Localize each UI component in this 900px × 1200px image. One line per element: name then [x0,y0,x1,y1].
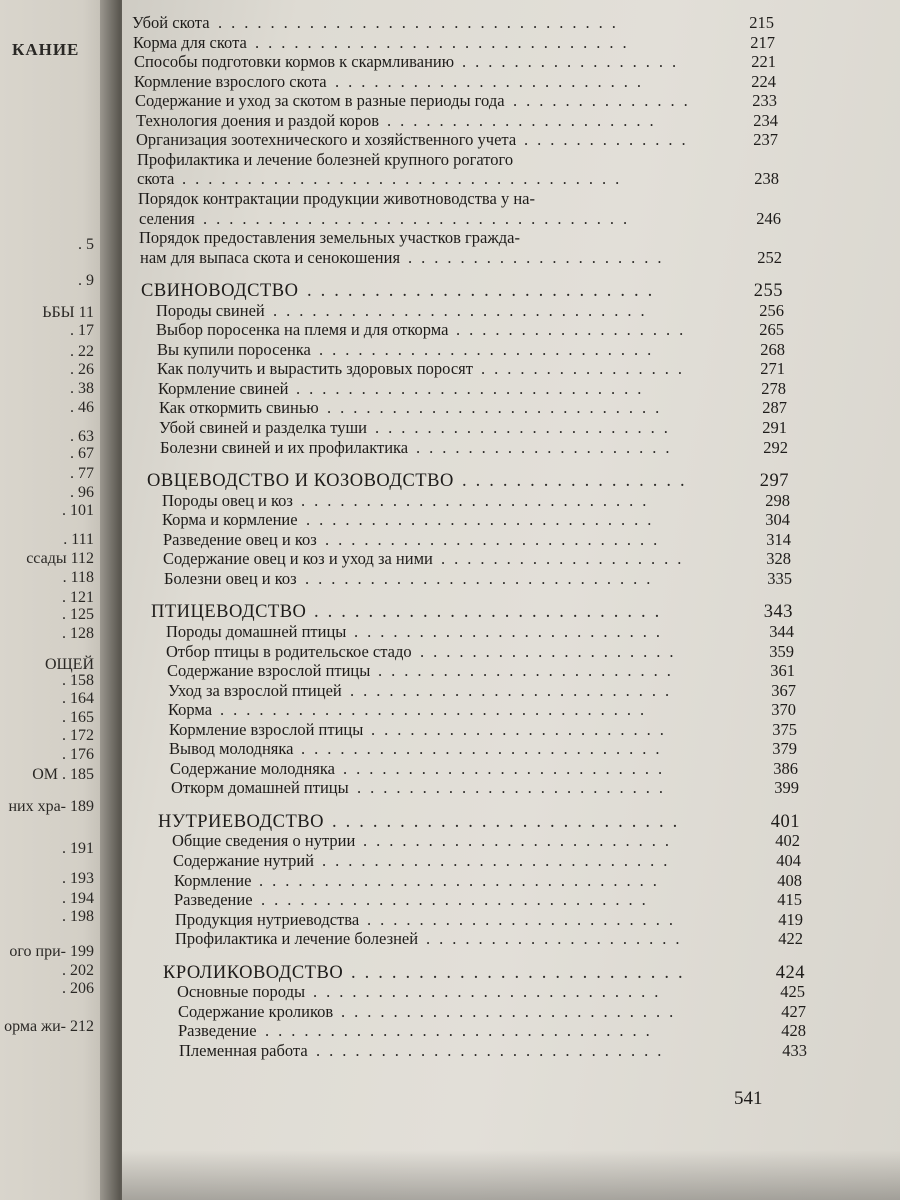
toc-section [122,472,900,492]
left-page-line: ОМ . 185 [32,766,94,783]
left-page-line: . 118 [62,569,94,586]
entry-page-number: 328 [766,549,791,569]
entry-title: Разведение [174,890,253,910]
entry-title: Порядок предоставления земельных участков гражда- [139,228,520,248]
toc-entry [122,492,900,512]
leader-dots: ............................. [255,32,636,52]
leader-dots: .......................... [341,1001,683,1021]
left-page-line: . 67 [70,445,94,462]
entry-title: Профилактика и лечение болезней [175,929,419,949]
toc-entry [122,170,900,190]
left-page-line: . 46 [70,399,94,416]
entry-title: Основные породы [177,982,306,1002]
entry-page-number: 237 [753,130,778,150]
left-page-line: . 77 [70,465,94,482]
toc-entry [122,930,900,950]
entry-title: Вывод молодняка [169,739,294,759]
leader-dots: ........................... [322,851,677,870]
entry-page-number: 215 [749,13,774,32]
leader-dots: ..................... [387,110,663,130]
entry-title: Содержание взрослой птицы [167,661,371,681]
entry-page-number: 427 [781,1001,806,1021]
entry-title: Вы купили поросенка [157,339,311,359]
left-page-line: . 206 [62,980,94,997]
entry-title: Кормление [174,870,252,890]
entry-page-number: 252 [757,247,782,267]
toc-entry [122,740,900,760]
left-page-line: . 191 [62,840,94,857]
section-title: ОВЦЕВОДСТВО И КОЗОВОДСТВО [147,471,454,492]
leader-dots: .................... [416,437,679,457]
entry-page-number: 233 [752,91,777,111]
left-page-line: . 165 [62,709,94,726]
leader-dots: ................... [441,549,691,569]
leader-dots: .......................... [325,529,667,549]
toc-entry [122,399,900,419]
toc-entry [122,662,900,682]
entry-page-number: 424 [775,962,805,983]
entry-page-number: 314 [766,529,791,549]
toc-entry [122,131,900,151]
toc-entry [122,73,900,93]
leader-dots: .......................... [314,602,669,623]
toc-entry [122,229,900,249]
entry-title: Профилактика и лечение болезней крупного рогатого [137,149,514,169]
toc-entry [122,983,900,1003]
left-page-line: орма жи- 212 [4,1018,94,1035]
entry-page-number: 278 [761,378,786,398]
leader-dots: ......................... [350,680,679,700]
entry-page-number: 367 [771,680,796,700]
entry-title: Общие сведения о нутрии [172,831,356,851]
left-page-line: . 101 [62,502,94,519]
toc-entry [122,249,900,269]
toc-entry [122,34,900,54]
entry-page-number: 422 [778,929,803,949]
entry-page-number: 344 [769,621,794,641]
toc-entry [122,112,900,132]
toc-section [122,282,900,302]
toc-entry [122,380,900,400]
left-page-line: . 17 [70,322,94,339]
leader-dots: ............................... [218,13,625,32]
toc-entry [122,190,900,210]
entry-title: Откорм домашней птицы [171,778,349,798]
entry-page-number: 271 [760,359,785,379]
toc-entry [122,872,900,892]
entry-page-number: 379 [772,739,797,759]
toc-entry [122,92,900,112]
entry-page-number: 217 [750,32,775,52]
entry-title: Убой свиней и разделка туши [159,418,367,437]
leader-dots: ................. [462,471,694,492]
left-page-line: ого при- 199 [9,943,94,960]
leader-dots: .................................. [182,169,629,189]
leader-dots: ........................ [363,831,678,851]
toc-entry [122,302,900,322]
leader-dots: .......................... [319,339,661,359]
left-page-line: . 26 [70,361,94,378]
left-page-line: . 158 [62,672,94,689]
entry-title: Технология доения и раздой коров [136,110,380,130]
entry-title: Породы свиней [156,300,265,320]
section-title: ПТИЦЕВОДСТВО [151,602,307,623]
entry-page-number: 402 [775,831,800,851]
right-page [122,0,900,1200]
toc-entry [122,1003,900,1023]
toc-entry [122,623,900,643]
left-page-line: . 125 [62,606,94,623]
toc-entry [122,511,900,531]
entry-title: Разведение [178,1021,257,1041]
left-page-heading: КАНИЕ [12,40,80,59]
toc-entry [122,419,900,439]
entry-page-number: 335 [767,568,792,588]
leader-dots: ........................ [335,71,650,91]
leader-dots: ....................... [371,719,673,739]
entry-page-number: 343 [763,602,793,623]
left-page-line: . 198 [62,908,94,925]
leader-dots: .......................... [327,398,669,418]
left-page-line: . 172 [62,727,94,744]
entry-page-number: 265 [759,320,784,340]
section-title: НУТРИЕВОДСТВО [158,811,324,832]
leader-dots: .................... [426,929,689,949]
left-page-line: них хра- 189 [8,798,94,815]
entry-title: Кормление взрослого скота [134,71,327,91]
entry-title: Отбор птицы в родительское стадо [166,641,412,661]
leader-dots: ........................... [296,378,651,398]
entry-title: Содержание и уход за скотом в разные периоды года [135,91,505,111]
entry-title: Кормление свиней [158,378,289,398]
leader-dots: ................................. [203,208,637,228]
entry-title: Порядок контрактации продукции животноводства у на- [138,188,535,208]
entry-title: Породы домашней птицы [166,621,347,641]
entry-title: Корма и кормление [162,510,298,530]
left-page-line: . 5 [78,236,94,253]
toc-entry [122,341,900,361]
leader-dots: ................ [481,359,691,379]
entry-title: Организация зоотехнического и хозяйственного учета [136,130,517,150]
leader-dots: .......................... [332,811,687,832]
entry-title: Как получить и вырастить здоровых поросят [157,359,473,379]
toc-entry [122,570,900,590]
leader-dots: ................................. [220,700,654,720]
toc-entry [122,151,900,171]
section-title: СВИНОВОДСТВО [141,281,299,302]
entry-title: Содержание нутрий [173,851,314,870]
entry-title: Содержание овец и коз и уход за ними [163,549,433,569]
entry-page-number: 401 [770,811,800,832]
toc-entry [122,1022,900,1042]
toc-entry [122,832,900,852]
toc-entry [122,779,900,799]
entry-title: Выбор поросенка на племя и для откорма [156,320,449,340]
entry-page-number: 246 [756,208,781,228]
leader-dots: ........................ [354,621,669,641]
toc-section [122,964,900,984]
leader-dots: ....................... [378,661,680,681]
toc-section [122,813,900,833]
page-number: 541 [734,1088,763,1109]
toc-entry [122,760,900,780]
entry-title: Содержание кроликов [178,1001,334,1021]
leader-dots: ............. [524,130,695,150]
left-page-line: . 128 [62,625,94,642]
leader-dots: .............................. [265,1021,659,1041]
entry-title: Уход за взрослой птицей [168,680,342,700]
entry-title: селения [139,208,195,228]
leader-dots: .......................... [307,281,662,302]
entry-page-number: 291 [762,418,787,437]
toc-entry [122,531,900,551]
section-title: КРОЛИКОВОДСТВО [163,962,344,983]
entry-page-number: 419 [778,909,803,929]
toc-entry [122,210,900,230]
entry-title: Породы овец и коз [162,490,293,510]
left-page-line: . 9 [78,272,94,289]
entry-title: Кормление взрослой птицы [169,719,364,739]
entry-page-number: 359 [769,641,794,661]
left-page-line: . 63 [70,428,94,445]
leader-dots: ........................... [305,568,660,588]
left-page-line: ОЩЕЙ [44,656,94,673]
toc-entry [122,360,900,380]
entry-title: Болезни свиней и их профилактика [160,437,409,457]
entry-title: нам для выпаса скота и сенокошения [140,247,401,267]
leader-dots: ........................... [306,510,661,530]
entry-page-number: 375 [772,719,797,739]
toc-entry [122,721,900,741]
toc-entry [122,53,900,73]
left-page-line: . 193 [62,870,94,887]
entry-page-number: 386 [773,758,798,778]
leader-dots: ............................. [273,300,654,320]
entry-title: Болезни овец и коз [164,568,297,588]
leader-dots: ............................... [259,870,666,890]
entry-page-number: 304 [765,510,790,530]
entry-page-number: 428 [781,1021,806,1041]
toc-entry [122,321,900,341]
entry-title: Корма для скота [133,32,247,52]
entry-page-number: 224 [751,71,776,91]
left-page-line: . 111 [63,531,94,548]
entry-page-number: 404 [776,851,801,870]
leader-dots: ............................ [301,739,669,759]
leader-dots: ......................... [351,962,692,983]
entry-title: Содержание молодняка [170,758,335,778]
entry-page-number: 221 [751,52,776,72]
left-page-line: ссады 112 [26,550,94,567]
left-page-line: . 38 [70,380,94,397]
left-page-line: . 121 [62,589,94,606]
entry-page-number: 408 [777,870,802,890]
toc-section [122,603,900,623]
toc-entry [122,14,900,34]
leader-dots: ....................... [375,418,677,437]
left-page-line: . 202 [62,962,94,979]
entry-page-number: 425 [780,982,805,1002]
leader-dots: .................. [456,320,693,340]
entry-page-number: 297 [759,471,789,492]
leader-dots: ........................ [367,909,682,929]
entry-title: Разведение овец и коз [163,529,317,549]
page-shadow [122,1150,900,1200]
leader-dots: ........................... [316,1040,671,1060]
entry-page-number: 268 [760,339,785,359]
toc-entry [122,682,900,702]
entry-page-number: 361 [770,661,795,681]
entry-page-number: 399 [774,778,799,798]
left-page-line: . 176 [62,746,94,763]
entry-title: Способы подготовки кормов к скармливанию [134,52,455,72]
entry-title: Как откормить свинью [159,398,319,418]
toc-entry [122,550,900,570]
toc-entry [122,439,900,459]
entry-title: скота [137,169,175,189]
leader-dots: ......................... [343,758,672,778]
leader-dots: ........................ [357,778,672,798]
leader-dots: .................... [420,641,683,661]
leader-dots: .............. [513,91,697,111]
entry-page-number: 238 [754,169,779,189]
entry-page-number: 256 [759,300,784,320]
left-page-line: . 96 [70,484,94,501]
toc-entry [122,1042,900,1062]
leader-dots: .................... [408,247,671,267]
toc-entry [122,891,900,911]
toc-entry [122,701,900,721]
entry-page-number: 287 [762,398,787,418]
entry-title: Племенная работа [179,1040,308,1060]
leader-dots: ................. [462,52,686,72]
entry-title: Продукция нутриеводства [175,909,360,929]
entry-title: Убой скота [132,13,210,32]
toc-entry [122,911,900,931]
entry-page-number: 255 [753,281,783,302]
leader-dots: .............................. [261,890,655,910]
toc-entry [122,852,900,872]
entry-page-number: 298 [765,490,790,510]
entry-page-number: 292 [763,437,788,457]
toc-entry [122,643,900,663]
entry-page-number: 370 [771,700,796,720]
left-page-line: ЬБЫ 11 [42,304,94,321]
leader-dots: ........................... [313,982,668,1002]
entry-page-number: 234 [753,110,778,130]
left-page-line: . 22 [70,343,94,360]
leader-dots: ........................... [301,490,656,510]
left-page-line: . 194 [62,890,94,907]
entry-page-number: 433 [782,1040,807,1060]
entry-title: Корма [168,700,213,720]
left-page-line: . 164 [62,690,94,707]
entry-page-number: 415 [777,890,802,910]
